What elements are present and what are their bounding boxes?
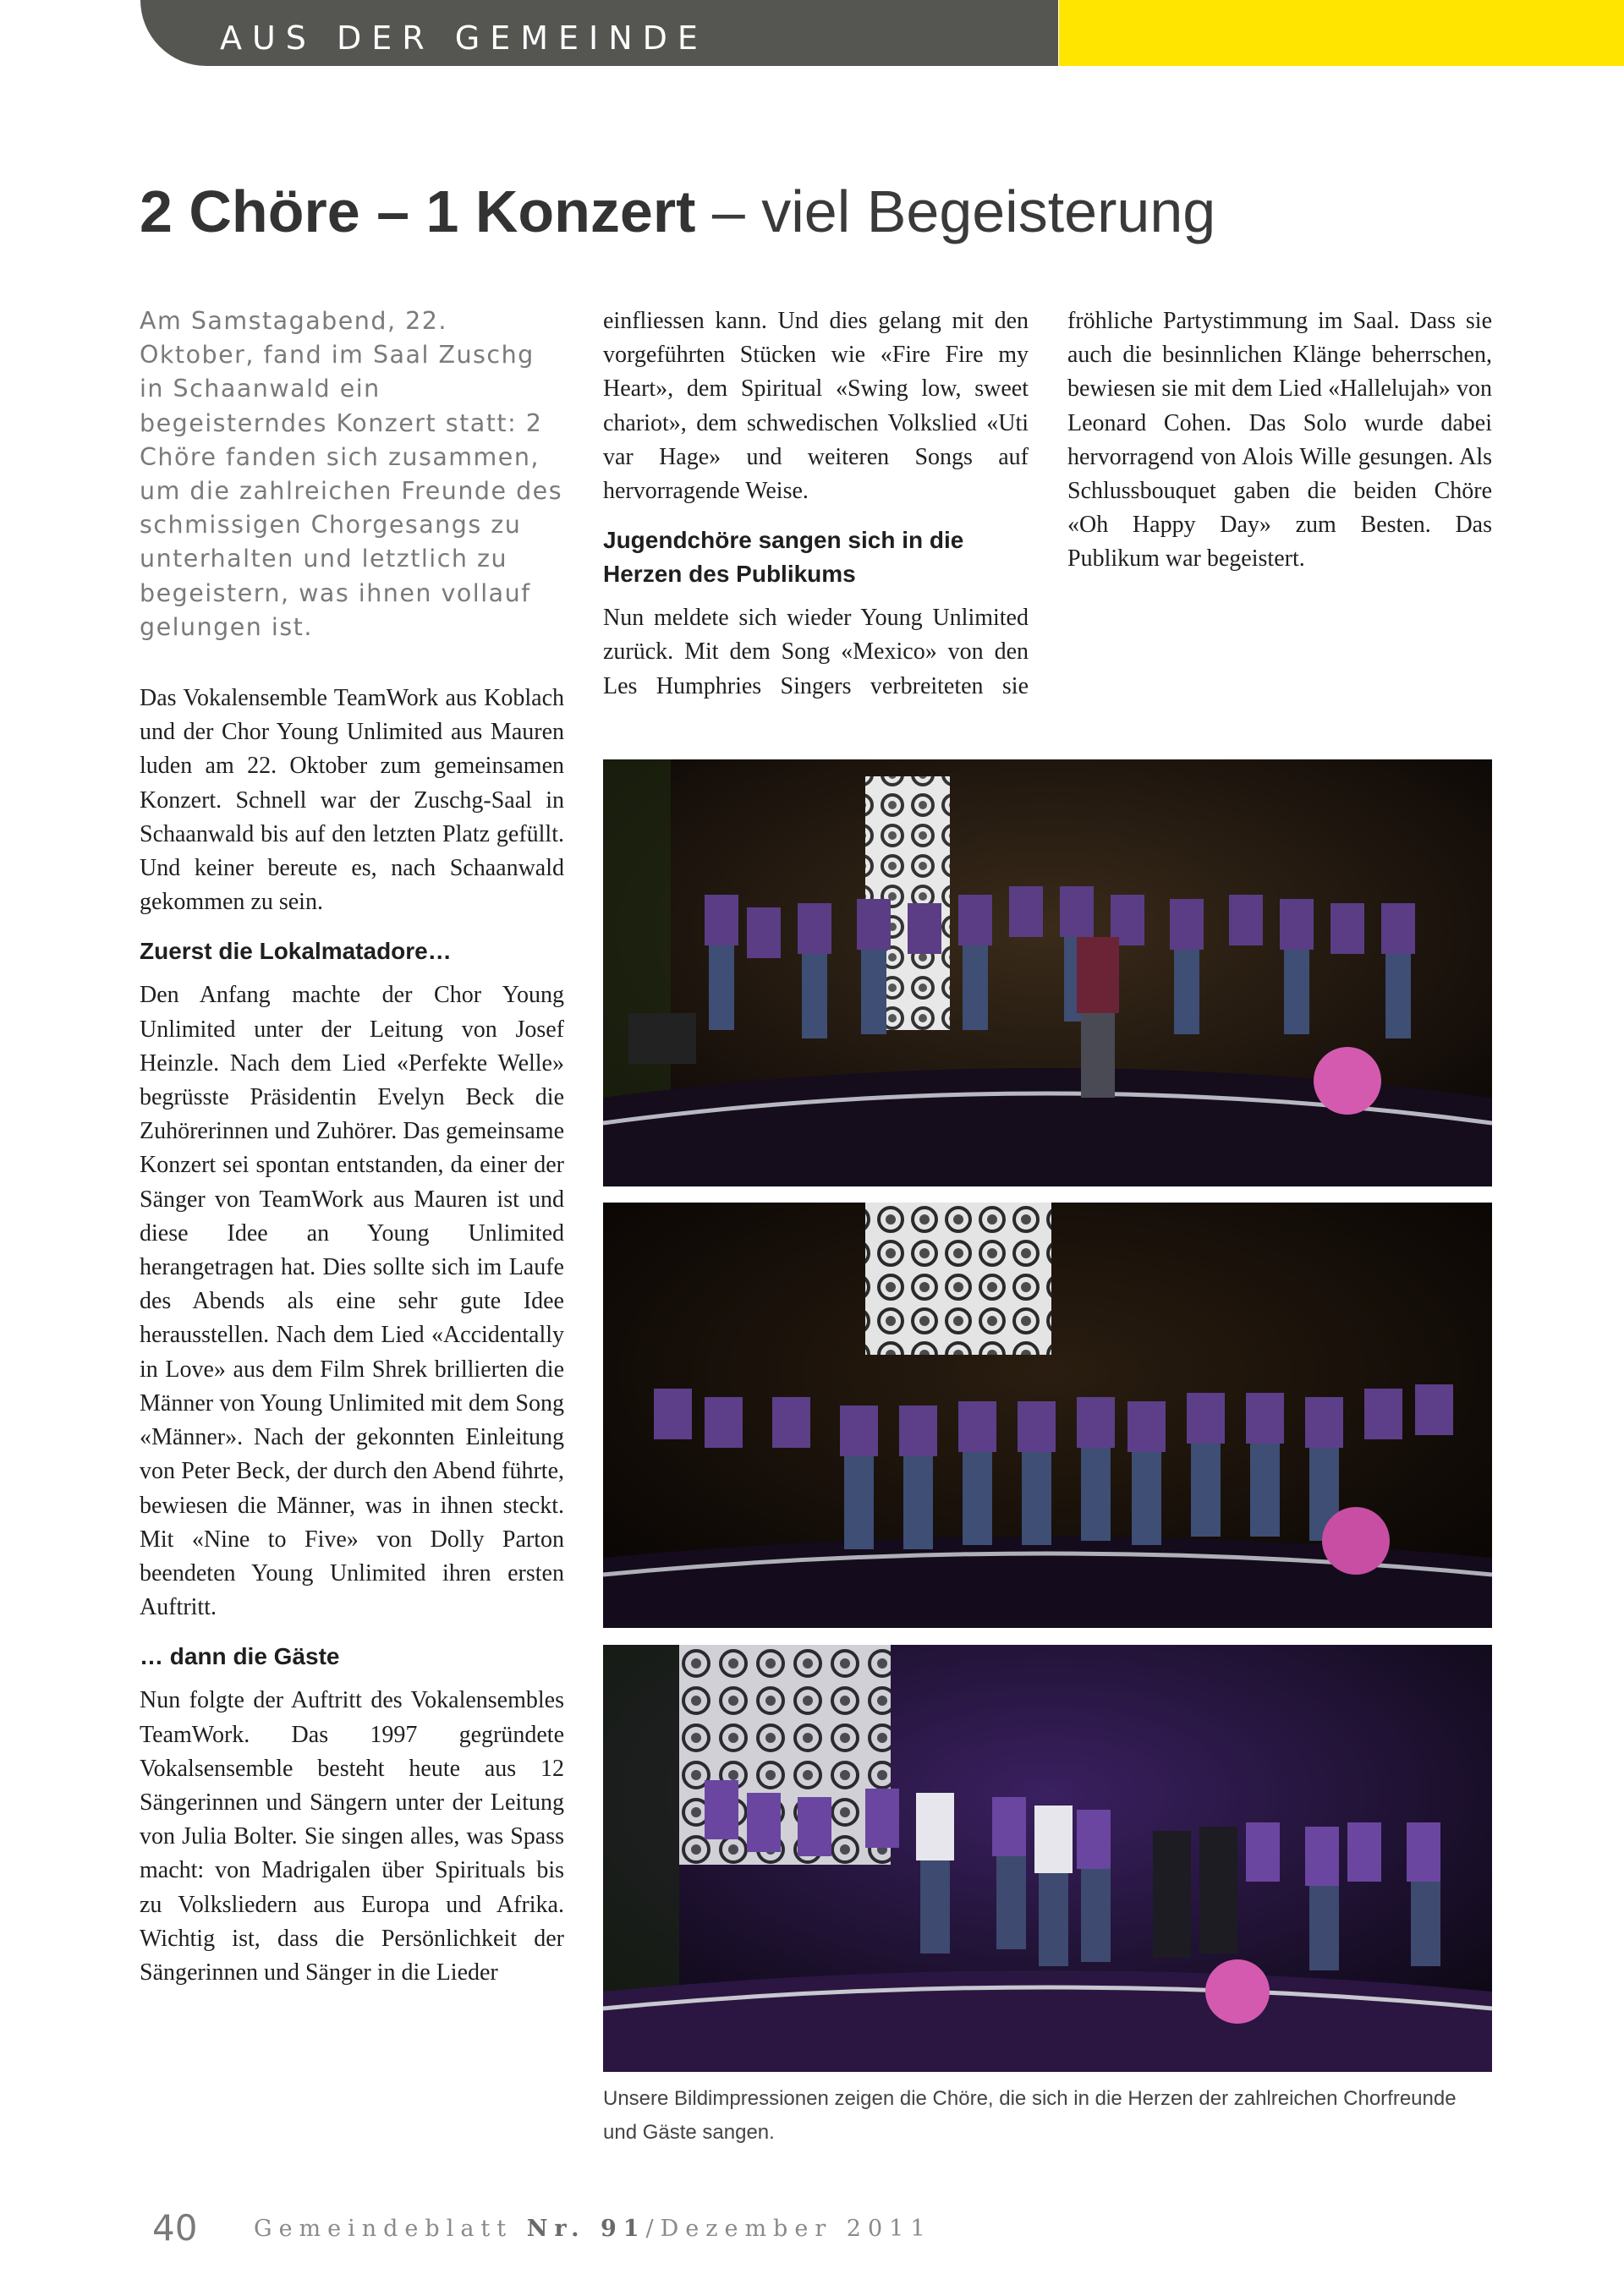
publication-footer xyxy=(254,2216,932,2242)
paragraph-5: Nun meldete sich wieder Young Unlimited zurück. Mit dem Song «Mexico» von den Les Humphries Singers verbreiteten sie xyxy=(603,605,1029,699)
subheading-2: … dann die Gäste xyxy=(140,1643,340,1670)
paragraph-1: Das Vokalensemble TeamWork aus Koblach und der Chor Young Unlimited aus Mauren luden am 22. Oktober zum gemeinsamen Konzert. Schnell war der Zuschg-Saal in Schaanwald bis auf den letzten Platz gefüllt. Und keiner bereute es, nach Schaanwald gekommen zu sein. xyxy=(140,685,564,916)
photo-caption: Unsere Bildimpressionen zeigen die Chöre, die sich in die Herzen der zahlreichen Chorfreunde und Gäste sangen. xyxy=(603,2087,1457,2144)
paragraph-4: einfliessen kann. Und dies gelang mit den vorgeführten Stücken wie «Fire Fire my Heart», dem Spiritual «Swing low, sweet chariot», dem schwedischen Volkslied «Uti var Hage» und weiteren Songs auf hervorragende Weise. xyxy=(603,308,1029,505)
publication-date: /Dezember 2011 xyxy=(645,2216,932,2242)
paragraph-3: Nun folgte der Auftritt des Vokalensembles TeamWork. Das 1997 gegründete Vokalsensemble besteht heute aus 12 Sängerinnen und Sängern unter der Leitung von Julia Bolter. Sie singen alles, was Spass macht: von Madrigalen über Spirituals bis zu Volksliedern aus Europa und Afrika. Wichtig ist, dass die Persönlichkeit der Sängerinnen und Sänger in die Lieder xyxy=(140,1687,564,1986)
header-accent-bar xyxy=(1059,0,1624,66)
section-title: AUS DER GEMEINDE xyxy=(220,19,708,57)
choir-photo-2 xyxy=(603,1203,1492,1628)
subheading-1: Zuerst die Lokalmatadore… xyxy=(140,938,452,965)
lead-paragraph: Am Samstagabend, 22. Oktober, fand im Saal Zuschg in Schaanwald ein begeisterndes Konzert statt: 2 Chöre fanden sich zusammen, um die zahlreichen Freunde des schmissigen Chorgesangs zu unterhalten und letztlich zu begeistern, was ihnen vollauf gelungen ist. xyxy=(140,307,563,641)
paragraph-2: Den Anfang machte der Chor Young Unlimited unter der Leitung von Josef Heinzle. Nach dem Lied «Perfekte Welle» begrüsste Präsidentin Evelyn Beck die Zuhörerinnen und Zuhörer. Das gemeinsame Konzert sei spontan entstanden, da einer der Sänger von TeamWork aus Mauren ist und diese Idee an Young Unlimited herangetragen hat. Dies sollte sich im Laufe des Abends als eine sehr gute Idee herausstellen. Nach dem Lied «Accidentally in Love» aus dem Film Shrek brillierten die Männer von Young Unlimited mit dem Song «Männer». Nach der gekonnten Einleitung von Peter Beck, der durch den Abend führte, bewiesen die Männer, was in ihnen steckt. Mit «Nine to Five» von Dolly Parton beendeten Young Unlimited ihren ersten Auftritt. xyxy=(140,982,564,1621)
column-3 xyxy=(1067,304,1492,589)
page-number: 40 xyxy=(152,2207,198,2249)
page-title xyxy=(140,178,1215,245)
choir-photo-3 xyxy=(603,1645,1492,2072)
publication-name: Gemeindeblatt xyxy=(254,2216,527,2242)
column-1 xyxy=(140,304,564,2002)
choir-photo-1 xyxy=(603,759,1492,1186)
column-2 xyxy=(603,304,1029,715)
subheading-3: Jugendchöre sangen sich in die Herzen des Publikums xyxy=(603,527,964,588)
title-rest: – viel Begeisterung xyxy=(695,178,1216,244)
paragraph-5-continued: fröhliche Partystimmung im Saal. Dass sie auch die besinnlichen Klänge beherrschen, bewiesen sie mit dem Lied «Hallelujah» von Leonard Cohen. Das Solo wurde dabei hervorragend von Alois Wille gesungen. Als Schlussbouquet gaben die beiden Chöre «Oh Happy Day» zum Besten. Das Publikum war begeistert. xyxy=(1067,308,1492,573)
publication-number: Nr. 91 xyxy=(526,2216,646,2242)
title-bold: 2 Chöre – 1 Konzert xyxy=(140,178,696,244)
section-header-tab xyxy=(140,0,1058,66)
